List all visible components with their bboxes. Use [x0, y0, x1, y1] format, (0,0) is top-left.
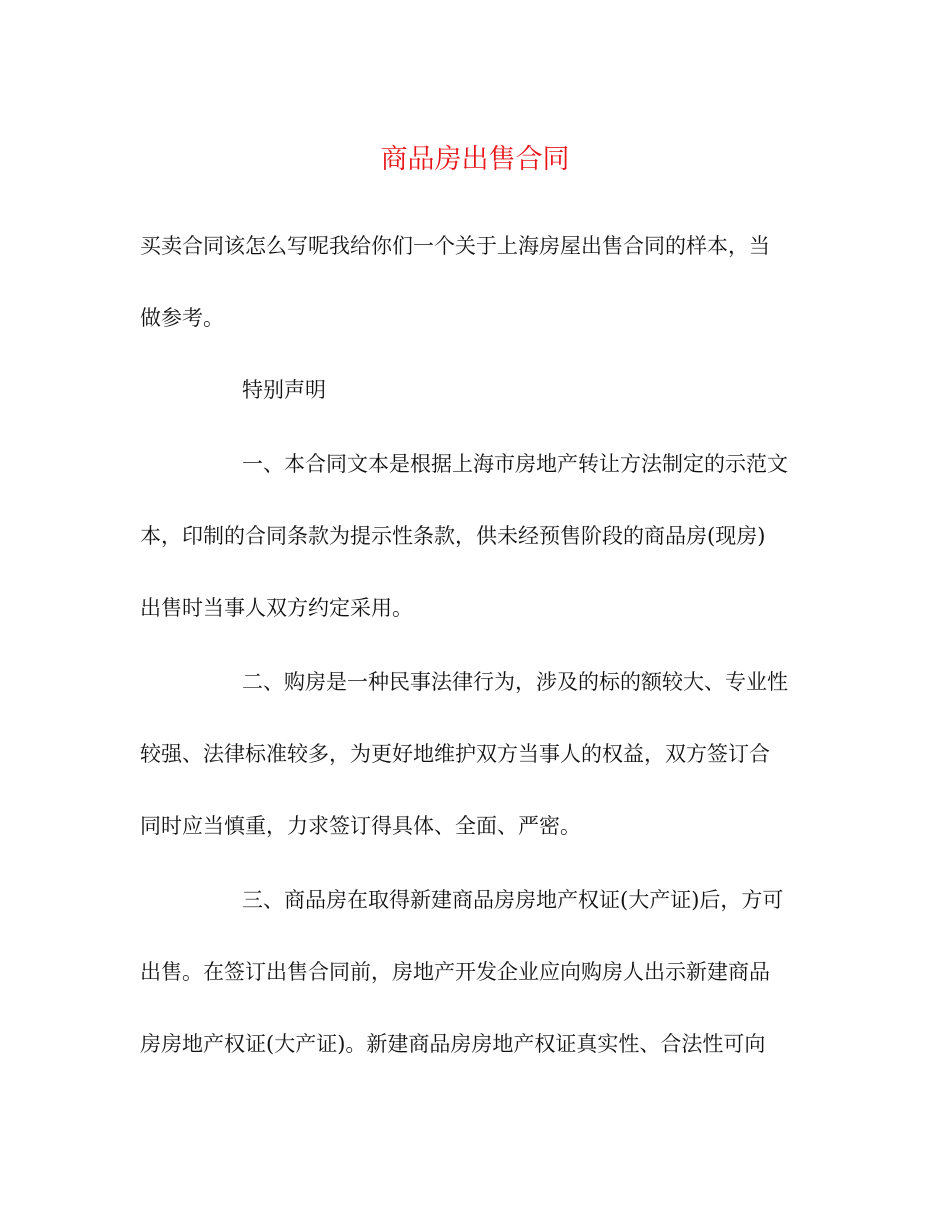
section-heading-special-statement: 特别声明 [242, 378, 326, 402]
document-title: 商品房出售合同 [380, 144, 570, 175]
clause-3-line-3: 房房地产权证(大产证)。新建商品房房地产权证真实性、合法性可向 [140, 1032, 766, 1056]
intro-line-1: 买卖合同该怎么写呢我给你们一个关于上海房屋出售合同的样本，当 [140, 234, 770, 258]
clause-2-line-3: 同时应当慎重，力求签订得具体、全面、严密。 [140, 814, 581, 838]
clause-1-line-1: 一、本合同文本是根据上海市房地产转让方法制定的示范文 [242, 452, 788, 476]
clause-1-line-2: 本，印制的合同条款为提示性条款，供未经预售阶段的商品房(现房) [140, 524, 766, 548]
clause-3-line-1: 三、商品房在取得新建商品房房地产权证(大产证)后，方可 [242, 888, 784, 912]
clause-2-line-1: 二、购房是一种民事法律行为，涉及的标的额较大、专业性 [242, 670, 788, 694]
intro-line-2: 做参考。 [140, 306, 224, 330]
clause-2-line-2: 较强、法律标准较多，为更好地维护双方当事人的权益，双方签订合 [140, 742, 770, 766]
clause-3-line-2: 出售。在签订出售合同前，房地产开发企业应向购房人出示新建商品 [140, 960, 770, 984]
clause-1-line-3: 出售时当事人双方约定采用。 [140, 596, 413, 620]
